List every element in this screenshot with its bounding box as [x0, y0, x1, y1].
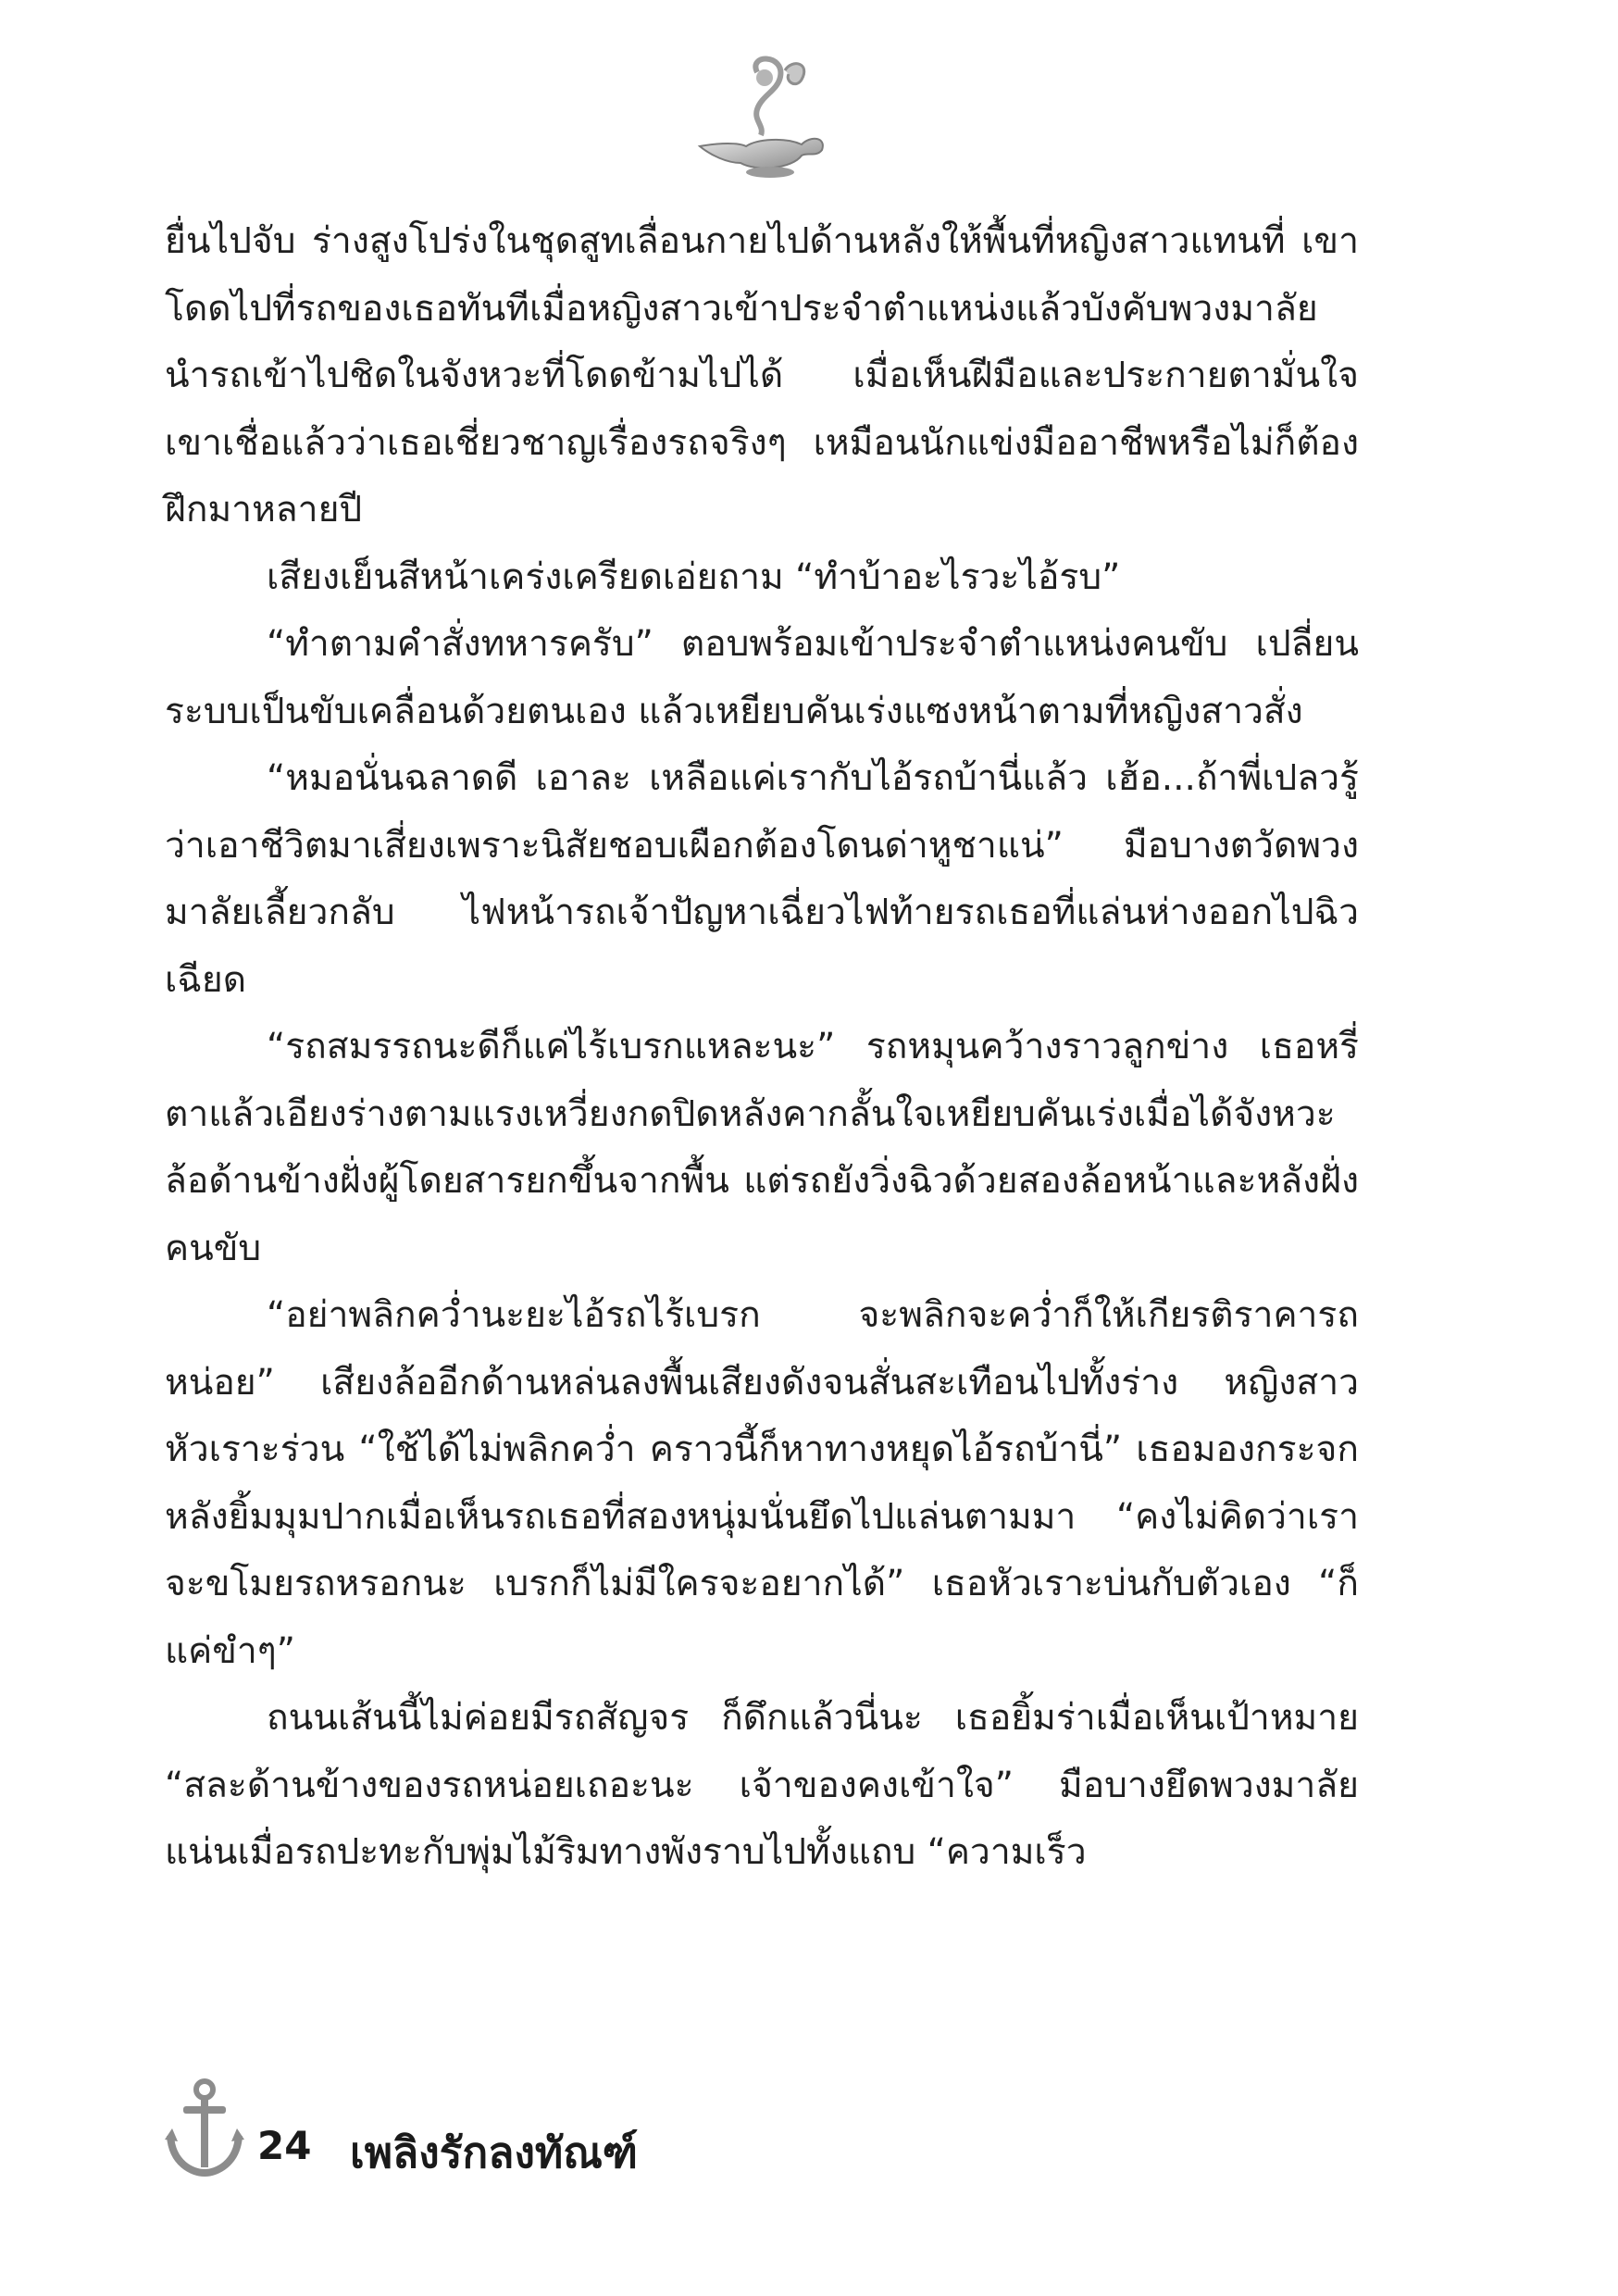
page-number: 24 [257, 2123, 312, 2168]
paragraph: “รถสมรรถนะดีก็แค่ไร้เบรกแหละนะ” รถหมุนคว้างราวลูกข่าง เธอหรี่ตาแล้วเอียงร่างตามแรงเหวี่ยงกดปิดหลังคากลั้นใจเหยียบคันเร่งเมื่อได้จังหวะ ล้อด้านข้างฝั่งผู้โดยสารยกขึ้นจากพื้น แต่รถยังวิ่งฉิวด้วยสองล้อหน้าและหลังฝั่งคนขับ [165, 1026, 1359, 1269]
paragraph: “อย่าพลิกคว่ำนะยะไอ้รถไร้เบรก จะพลิกจะคว่ำก็ให้เกียรติราคารถหน่อย” เสียงล้ออีกด้านหล่นลงพื้นเสียงดังจนสั่นสะเทือนไปทั้งร่าง หญิงสาวหัวเราะร่วน “ใช้ได้ไม่พลิกคว่ำ คราวนี้ก็หาทางหยุดไอ้รถบ้านี่” เธอมองกระจกหลังยิ้มมุมปากเมื่อเห็นรถเธอที่สองหนุ่มนั่นยึดไปแล่นตามมา “คงไม่คิดว่าเราจะขโมยรถหรอกนะ เบรกก็ไม่มีใครจะอยากได้” เธอหัวเราะบ่นกับตัวเอง “ก็แค่ขำๆ” [165, 1294, 1359, 1672]
paragraph: ยื่นไปจับ ร่างสูงโปร่งในชุดสูทเลื่อนกายไปด้านหลังให้พื้นที่หญิงสาวแทนที่ เขาโดดไปที่รถของเธอทันทีเมื่อหญิงสาวเข้าประจำตำแหน่งแล้วบังคับพวงมาลัยนำรถเข้าไปชิดในจังหวะที่โดดข้ามไปได้ เมื่อเห็นฝีมือและประกายตามั่นใจ เขาเชื่อแล้วว่าเธอเชี่ยวชาญเรื่องรถจริงๆ เหมือนนักแข่งมืออาชีพหรือไม่ก็ต้องฝึกมาหลายปี [165, 220, 1359, 530]
paragraph: ถนนเส้นนี้ไม่ค่อยมีรถสัญจร ก็ดึกแล้วนี่นะ เธอยิ้มร่าเมื่อเห็นเป้าหมาย “สละด้านข้างของรถหน่อยเถอะนะ เจ้าของคงเข้าใจ” มือบางยึดพวงมาลัยแน่นเมื่อรถปะทะกับพุ่มไม้ริมทางพังราบไปทั้งแถบ “ความเร็ว [165, 1697, 1359, 1873]
anchor-icon [165, 2078, 244, 2180]
book-title: เพลิงรักลงทัณฑ์ [350, 2128, 639, 2177]
paragraph: “หมอนั่นฉลาดดี เอาละ เหลือแค่เรากับไอ้รถบ้านี่แล้ว เฮ้อ...ถ้าพี่เปลวรู้ว่าเอาชีวิตมาเสี่ยงเพราะนิสัยชอบเผือกต้องโดนด่าหูชาแน่” มือบางตวัดพวงมาลัยเลี้ยวกลับ ไฟหน้ารถเจ้าปัญหาเฉี่ยวไฟท้ายรถเธอที่แล่นห่างออกไปฉิวเฉียด [165, 757, 1359, 1001]
body-text [165, 208, 1359, 1887]
paragraph: “ทำตามคำสั่งทหารครับ” ตอบพร้อมเข้าประจำตำแหน่งคนขับ เปลี่ยนระบบเป็นขับเคลื่อนด้วยตนเอง แล้วเหยียบคันเร่งแซงหน้าตามที่หญิงสาวสั่ง [165, 623, 1359, 732]
genie-lamp-icon [692, 54, 831, 183]
paragraph: เสียงเย็นสีหน้าเคร่งเครียดเอ่ยถาม “ทำบ้าอะไรวะไอ้รบ” [267, 555, 1121, 598]
page-footer [165, 2078, 998, 2199]
